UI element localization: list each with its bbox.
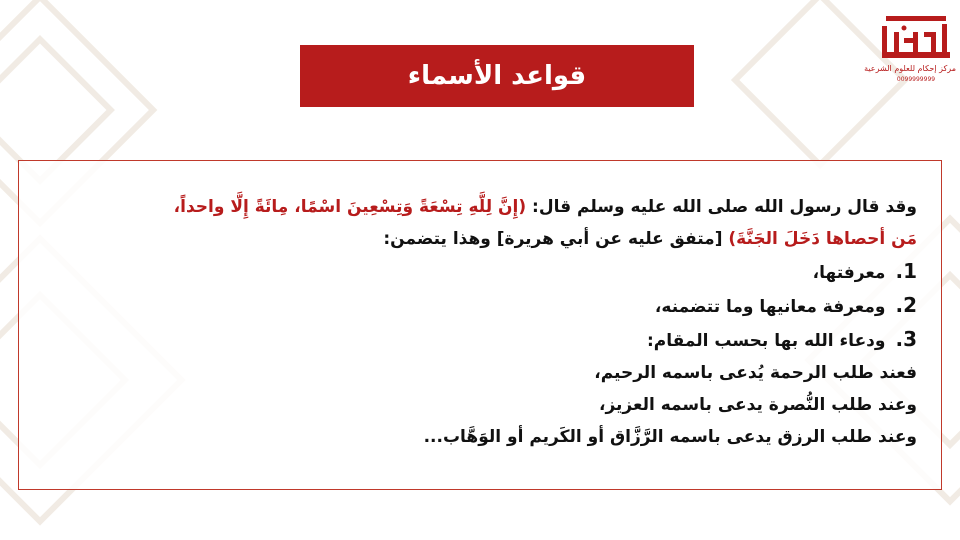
logo-subtitle: مركز إحكام للعلوم الشرعية bbox=[864, 64, 956, 73]
hadith-part-1: (إِنَّ لِلَّهِ تِسْعَةً وَتِسْعِينَ اسْمًا، مِائَةً إِلَّا واحداً، bbox=[173, 197, 527, 217]
list-item bbox=[37, 255, 917, 289]
list-item-text: ودعاء الله بها بحسب المقام: bbox=[646, 331, 886, 351]
list-item-text: ومعرفة معانيها وما تتضمنه، bbox=[654, 297, 886, 317]
logo bbox=[864, 14, 956, 84]
line1-prefix: وقد قال رسول الله صلى الله عليه وسلم قال: bbox=[526, 197, 917, 217]
list-item-number: 2. bbox=[895, 293, 917, 317]
logo-mark-icon bbox=[880, 16, 952, 64]
list-item bbox=[37, 289, 917, 323]
list-item bbox=[37, 323, 917, 357]
line2-suffix: [متفق عليه عن أبي هريرة] وهذا يتضمن: bbox=[383, 229, 729, 249]
content-box bbox=[18, 160, 942, 490]
list-item-text: معرفتها، bbox=[812, 263, 886, 283]
content-text bbox=[37, 191, 917, 453]
content-line-6: فعند طلب الرحمة يُدعى باسمه الرحيم، bbox=[594, 363, 917, 383]
list-item-number: 3. bbox=[895, 327, 917, 351]
content-line-1 bbox=[37, 191, 917, 223]
page-title: قواعد الأسماء bbox=[300, 45, 694, 107]
logo-number: 0099999999 bbox=[896, 76, 936, 83]
content-line-2 bbox=[37, 223, 917, 255]
content-line-8: وعند طلب الرزق يدعى باسمه الرَّزَّاق أو الكَريم أو الوَهَّاب... bbox=[423, 427, 917, 447]
content-line-7: وعند طلب النُّصرة يدعى باسمه العزيز، bbox=[599, 395, 917, 415]
hadith-part-2: مَن أحصاها دَخَلَ الجَنَّةَ) bbox=[728, 229, 917, 249]
list-item-number: 1. bbox=[895, 259, 917, 283]
